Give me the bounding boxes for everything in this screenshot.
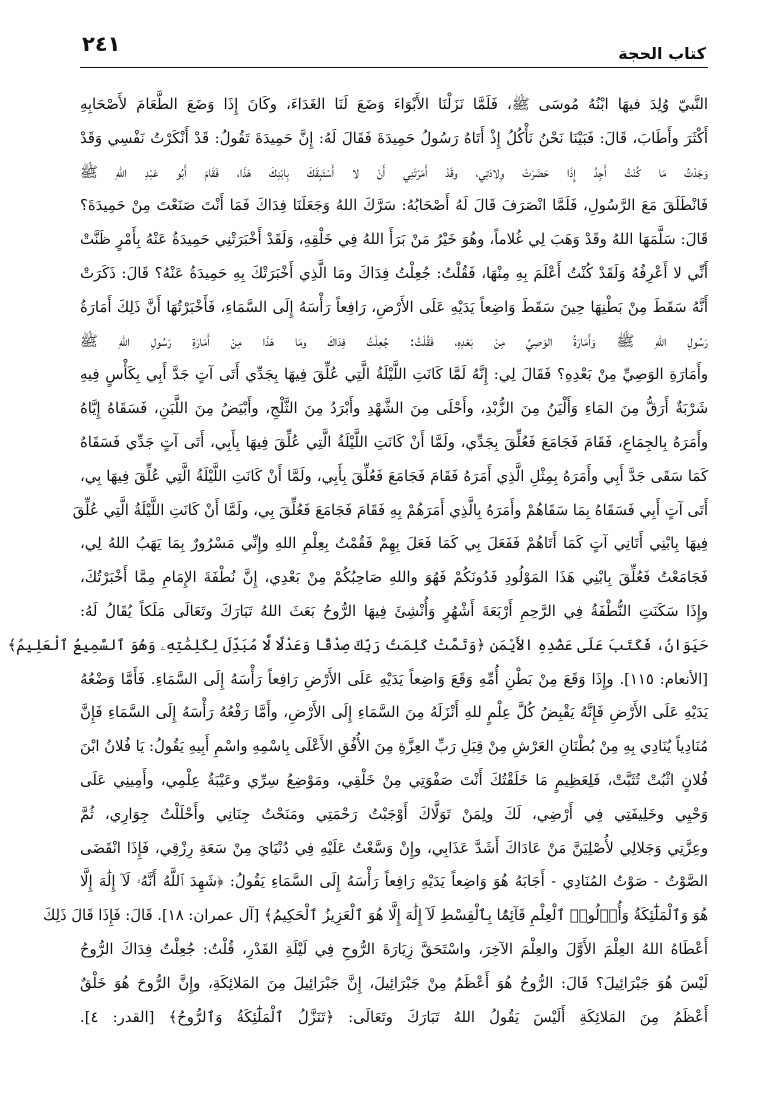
text-line: وعِزَّتِي وَجَلالِي لأُصْلِيَنَّ مَنْ عَادَاكَ أَشَدَّ عَذَابِي، وإِنْ وَسَّعْتُ عَلَيْهِ فِي دُنْيَايَ مِنْ سَعَةِ رِزْقِي، فَإِذَا انْقَضَى bbox=[80, 839, 708, 857]
text-line: أَنِّي لا أَعْرِفُهُ وَلَقَدْ كُنْتُ أَعْلَمَ بِهِ مِنْهَا، فَقُلْتُ: جُعِلْتُ فِدَاكَ ومَا الَّذِي أَخْبَرَتْكَ بِهِ حَمِيدَةُ عَنْهُ؟ قَالَ: ذَكَرَتْ bbox=[80, 264, 708, 282]
page-number: ٢٤١ bbox=[82, 32, 121, 56]
text-line: الصَّوْتُ - صَوْتُ المُنَادِي - أَجَابَهُ هُوَ وَاضِعاً يَدَيْهِ رَافِعاً رَأْسَهُ إِلَى السَّمَاءِ يَقُولُ: ﴿شَهِدَ ٱللَّهُ أَنَّهُۥ لَآ إِلَٰهَ إِلَّا bbox=[80, 873, 708, 891]
text-line: وَحْيِي وخَلِيفَتِي فِي أَرْضِي، لَكَ ولِمَنْ تَوَلَّاكَ أَوْجَبْتُ رَحْمَتِي ومَنَحْتُ جِنَانِي وأَحْلَلْتُ جِوَارِي، ثُمَّ bbox=[80, 805, 708, 823]
text-line: فَجَامَعْتُ فَعُلِّقَ بِابْنِي هَذَا المَوْلُودِ فَدُونَكُمْ فَهُوَ واللهِ صَاحِبُكُمْ مِنْ بَعْدِي، إِنَّ نُطْفَةَ الإِمَامِ مِمَّا أَخْبَرْتُكَ، bbox=[80, 569, 708, 587]
text-line: مُنَادِياً يُنَادِي بِهِ مِنْ بُطْنَانِ العَرْشِ مِنْ قِبَلِ رَبِّ العِزَّةِ مِنَ الأُفُقِ الأَعْلَى بِاسْمِهِ واسْمِ أَبِيهِ يَقُولُ: يَا فُلانُ ابْنَ bbox=[79, 738, 708, 756]
text-line: فِيهَا بِابْنِي أَتَانِي آتٍ كَمَا أَتَاهُمْ فَفَعَلَ بِي كَمَا فَعَلَ بِهِمْ فَقُمْتُ بِعِلْمِ اللهِ وإِنِّي مَسْرُورٌ بِمَا يَهَبُ اللهُ لِي، bbox=[80, 535, 708, 553]
text-line: النَّبيّ وُلِدَ فيهَا ابْنُهُ مُوسَى ﷺ، فَلَمَّا نَزَلْنَا الأَبْوَاءَ وَضَعَ لَنَا الغَدَاءَ، وكَانَ إِذَا وَضَعَ الطَّعَامَ لأَصْحَابِهِ bbox=[80, 96, 708, 113]
book-title: كتاب الحجة bbox=[618, 44, 706, 63]
page-header bbox=[80, 24, 708, 64]
text-line: وَجَدْتُ مَا كُنْتُ أَجِدُ إِذَا حَضَرَتْ وِلادَتِي، وقَدْ أَمَرْتَنِي أَنْ لا أَسْتَبِقَكَ بِابْنِكَ هَذَا، فَقَامَ أَبُو عَبْدِ اللهِ ﷺ bbox=[80, 163, 708, 181]
body-text bbox=[7, 88, 708, 1034]
text-line: هُوَ وَٱلْمَلَٰٓئِكَةُ وَأُو۟لُوا۟ ٱلْعِلْمِ قَآئِمًۢا بِٱلْقِسْطِ لَآ إِلَٰهَ إِلَّا هُوَ ٱلْعَزِيزُ ٱلْحَكِيمُ﴾ [آل عمران: ١٨]. قَالَ: فَإِذَا قَالَ ذَلِكَ bbox=[42, 907, 708, 925]
header-divider bbox=[80, 67, 708, 68]
text-line: وإِذَا سَكَنَتِ النُّطْفَةُ فِي الرَّحِمِ أَرْبَعَةَ أَشْهُرٍ وَأُنْشِئَ فِيهَا الرُّوحُ بَعَثَ اللهُ تَبَارَكَ وتَعَالَى مَلَكاً يُقَالُ لَهُ: bbox=[80, 602, 708, 620]
text-line: أَتَى آتٍ أَبِي فَسَقَاهُ بِمَا سَقَاهُمْ وأَمَرَهُ بِالَّذِي أَمَرَهُمْ بِهِ فَقَامَ فَجَامَعَ فَعُلِّقَ بِي، ولَمَّا أَنْ كَانَتِ اللَّيْلَةُ الَّتِي عُلِّقَ bbox=[72, 501, 708, 519]
text-line: أَكْثَرَ وأَطَابَ، قَالَ: فَبَيْنَا نَحْنُ نَأْكُلُ إِذْ أَتَاهُ رَسُولُ حَمِيدَةَ فَقَالَ لَهُ: إِنَّ حَمِيدَةَ تَقُولُ: قَدْ أَنْكَرْتُ نَفْسِي وَقَدْ bbox=[80, 129, 708, 147]
text-line: [الأنعام: ١١٥]. وإِذَا وَقَعَ مِنْ بَطْنِ أُمِّهِ وَقَعَ وَاضِعاً يَدَيْهِ عَلَى الأَرْضِ رَافِعاً رَأْسَهُ إِلَى السَّمَاءِ. فَأَمَّا وَضْعُهُ bbox=[80, 670, 708, 688]
text-line: شَرْبَةٌ أَرَقُّ مِنَ المَاءِ وَأَلْيَنُ مِنَ الزُّبْدِ، وأَحْلَى مِنَ الشَّهْدِ وأَبْرَدُ مِنَ الثَّلْجِ، وأَبْيَضُ مِنَ اللَّبَنِ، فَسَقَاهُ إِيَّاهُ bbox=[80, 400, 708, 418]
text-line: فُلانٍ اثْبُتْ تُثَبَّتْ، فَلِعَظِيمٍ مَا خَلَقْتُكَ أَنْتَ صَفْوَتِي مِنْ خَلْقِي، ومَوْضِعُ سِرِّي وعَيْبَةُ عِلْمِي، وأَمِينِي عَلَى bbox=[80, 771, 708, 789]
text-line: رَسُولِ اللهِ ﷺ وَأَمَارَةُ الوَصِيِّ مِنْ بَعْدِهِ، فَقُلْتُ: جُعِلْتُ فِدَاكَ ومَا هَذَا مِنْ أَمَارَةِ رَسُولِ اللهِ ﷺ bbox=[80, 332, 708, 350]
text-line: حَيَوَانُ، فَكَتَبَ عَلَى عَضُدِهِ الأَيْمَنِ ﴿وَتَمَّتْ كَلِمَتُ رَبِّكَ صِدْقًا وَعَدْلًا لَّا مُبَدِّلَ لِكَلِمَٰتِهِۦ وَهُوَ ٱلسَّمِيعُ ٱلْعَلِيمُ﴾ bbox=[7, 636, 708, 654]
text-line: أَعْظَمُ مِنَ المَلائِكَةِ أَلَيْسَ يَقُولُ اللهُ تَبَارَكَ وتَعَالَى: ﴿تَنَزَّلُ ٱلْمَلَٰٓئِكَةُ وَٱلرُّوحُ﴾ [القدر: ٤]. bbox=[80, 1008, 708, 1026]
text-line: قَالَ: سَلَّمَهَا اللهُ وقَدْ وَهَبَ لِي غُلاماً، وهُوَ خَيْرُ مَنْ بَرَأَ اللهُ فِي خَلْقِهِ، وَلَقَدْ أَخْبَرَتْنِي حَمِيدَةُ عَنْهُ بِأَمْرٍ ظَنَّتْ bbox=[80, 231, 708, 249]
text-line: فَانْطَلَقَ مَعَ الرَّسُولِ، فَلَمَّا انْصَرَفَ قَالَ لَهُ أَصْحَابُهُ: سَرَّكَ اللهُ وَجَعَلَنَا فِدَاكَ فَمَا أَنْتَ صَنَعْتَ مِنْ حَمِيدَةَ؟ bbox=[80, 197, 708, 215]
text-line: يَدَيْهِ عَلَى الأَرْضِ فَإِنَّهُ يَقْبِضُ كُلَّ عِلْمٍ للهِ أَنْزَلَهُ مِنَ السَّمَاءِ إِلَى الأَرْضِ، وأَمَّا رَفْعُهُ رَأْسَهُ إِلَى السَّمَاءِ فَإِنَّ bbox=[80, 704, 708, 722]
text-line: وأَمَرَهُ بِالجِمَاعِ، فَقَامَ فَجَامَعَ فَعُلِّقَ بِجَدِّي، ولَمَّا أَنْ كَانَتِ اللَّيْلَةُ الَّتِي عُلِّقَ فِيهَا بِأَبِي، أَتَى آتٍ جَدِّي فَسَقَاهُ bbox=[80, 433, 708, 451]
text-line: وأَمَارَةِ الوَصِيِّ مِنْ بَعْدِهِ؟ فَقَالَ لِي: إِنَّهُ لَمَّا كَانَتِ اللَّيْلَةُ الَّتِي عُلِّقَ فِيهَا بِجَدِّي أَتَى آتٍ جَدَّ أَبِي بِكَأْسٍ فِيهِ bbox=[80, 366, 708, 384]
text-line: أَعْطَاهُ اللهُ العِلْمَ الأَوَّلَ والعِلْمَ الآخِرَ، واسْتَحَقَّ زِيَارَةَ الرُّوحِ فِي لَيْلَةِ القَدْرِ، قُلْتُ: جُعِلْتُ فِدَاكَ الرُّوحُ bbox=[80, 940, 708, 958]
text-line: أَنَّهُ سَقَطَ مِنْ بَطْنِهَا حِينَ سَقَطَ وَاضِعاً يَدَيْهِ عَلَى الأَرْضِ، رَافِعاً رَأْسَهُ إِلَى السَّمَاءِ، فَأَخْبَرْتُهَا أَنَّ ذَلِكَ أَمَارَةُ bbox=[80, 298, 708, 316]
text-line: كَمَا سَقَى جَدَّ أَبِي وأَمَرَهُ بِمِثْلِ الَّذِي أَمَرَهُ فَقَامَ فَجَامَعَ فَعُلِّقَ بِأَبِي، ولَمَّا أَنْ كَانَتِ اللَّيْلَةُ الَّتِي عُلِّقَ فِيهَا بِي، bbox=[80, 467, 708, 485]
text-line: لَيْسَ هُوَ جَبْرَائِيلَ؟ قَالَ: الرُّوحُ هُوَ أَعْظَمُ مِنْ جَبْرَائِيلَ، إِنَّ جَبْرَائِيلَ مِنَ المَلائِكَةِ، وإِنَّ الرُّوحَ هُوَ خَلْقٌ bbox=[80, 974, 708, 992]
